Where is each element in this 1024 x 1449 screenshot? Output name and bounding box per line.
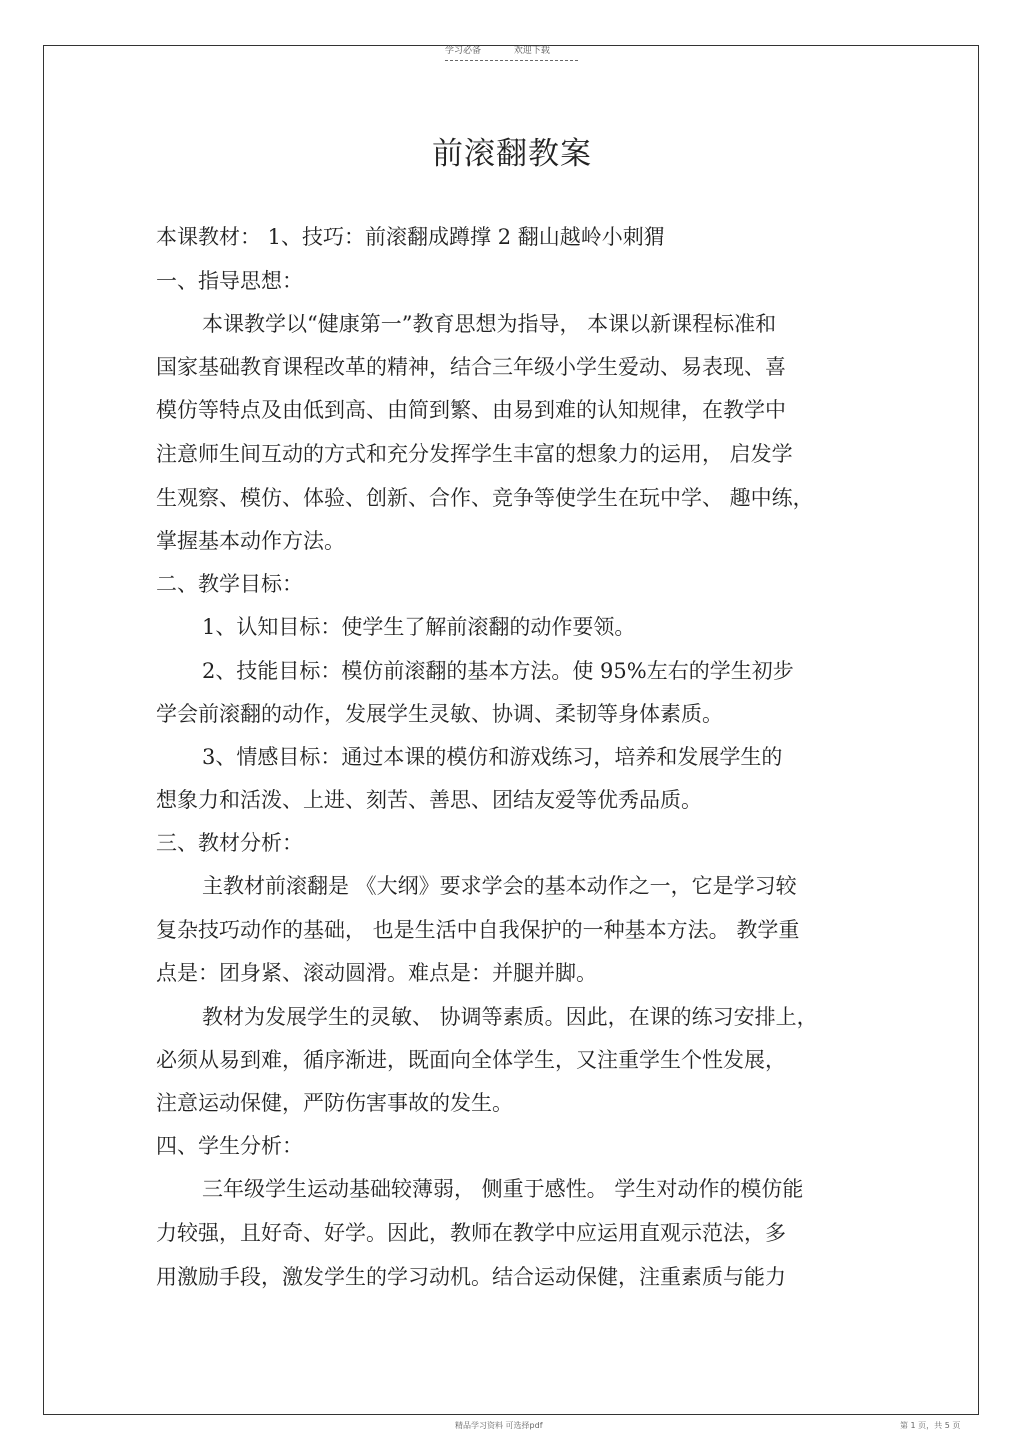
footer-center: 精品学习资料 可选择pdf [455,1421,543,1430]
document-title: 前滚翻教案 [432,136,592,172]
header-rule [445,60,578,61]
page-header [445,43,580,56]
text-line: 本课教材： 1、技巧：前滚翻成蹲撑 2 翻山越岭小刺猬 [156,225,665,249]
text-line: 注意师生间互动的方式和充分发挥学生丰富的想象力的运用， 启发学 [156,442,793,466]
text-line: 点是：团身紧、滚动圆滑。难点是：并腿并脚。 [156,961,597,985]
text-line: 本课教学以“健康第一”教育思想为指导， 本课以新课程标准和 [202,312,777,336]
section-heading: 三、教材分析： [156,831,303,855]
text-line: 教材为发展学生的灵敏、 协调等素质。因此，在课的练习安排上， [202,1005,818,1029]
text-line: 复杂技巧动作的基础， 也是生活中自我保护的一种基本方法。 教学重 [156,918,800,942]
text-line: 掌握基本动作方法。 [156,529,345,553]
text-line: 生观察、模仿、体验、创新、合作、竞争等使学生在玩中学、 趣中练， [156,486,814,510]
page-number: 第 1 页，共 5 页 [900,1421,961,1430]
header-right: 欢迎下载 [513,46,550,56]
section-heading: 二、教学目标： [156,572,303,596]
section-heading: 一、指导思想： [156,269,303,293]
text-line: 1、认知目标：使学生了解前滚翻的动作要领。 [202,615,636,639]
text-line: 学会前滚翻的动作，发展学生灵敏、协调、柔韧等身体素质。 [156,702,723,726]
text-line: 主教材前滚翻是 《大纲》要求学会的基本动作之一，它是学习较 [202,874,797,898]
text-line: 3、情感目标：通过本课的模仿和游戏练习，培养和发展学生的 [202,745,783,769]
text-line: 力较强，且好奇、好学。因此，教师在教学中应运用直观示范法，多 [156,1221,786,1245]
text-line: 必须从易到难，循序渐进，既面向全体学生，又注重学生个性发展， [156,1048,786,1072]
text-line: 2、技能目标：模仿前滚翻的基本方法。使 95%左右的学生初步 [202,659,794,683]
text-line: 三年级学生运动基础较薄弱， 侧重于感性。 学生对动作的模仿能 [202,1177,804,1201]
text-line: 注意运动保健，严防伤害事故的发生。 [156,1091,513,1115]
text-line: 模仿等特点及由低到高、由简到繁、由易到难的认知规律，在教学中 [156,398,786,422]
text-line: 想象力和活泼、上进、刻苦、善思、团结友爱等优秀品质。 [156,788,702,812]
text-line: 国家基础教育课程改革的精神，结合三年级小学生爱动、易表现、喜 [156,355,786,379]
text-line: 用激励手段，激发学生的学习动机。结合运动保健，注重素质与能力 [156,1265,786,1289]
section-heading: 四、学生分析： [156,1134,303,1158]
header-left: 学习必备 [445,46,482,56]
